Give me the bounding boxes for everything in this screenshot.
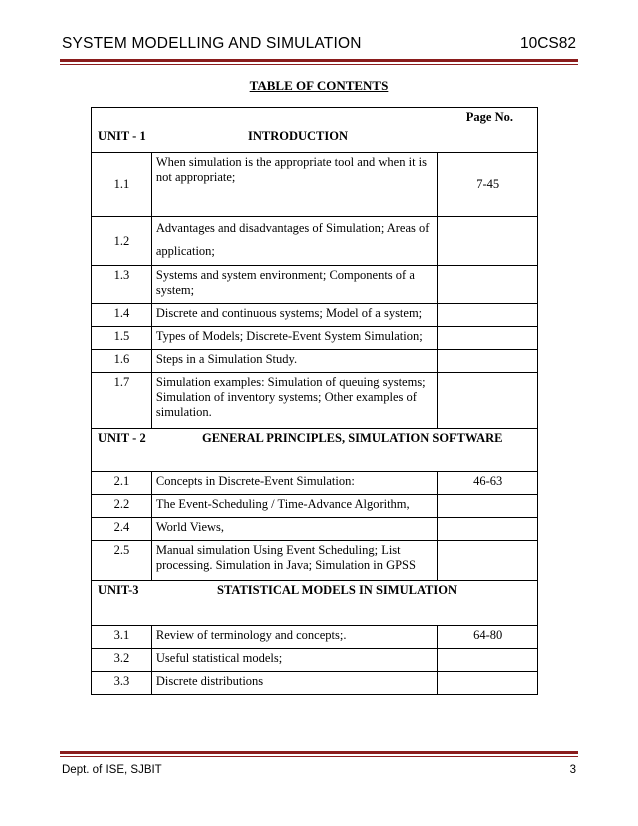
- section-number: 1.4: [92, 304, 152, 327]
- page-range: 7-45: [438, 153, 538, 217]
- section-title: Manual simulation Using Event Scheduling; List processing. Simulation in Java; Simulation in GPSS: [151, 541, 437, 581]
- section-number: 1.1: [92, 153, 152, 217]
- toc-row: [92, 649, 538, 672]
- toc-table: [91, 107, 538, 695]
- unit-name: GENERAL PRINCIPLES, SIMULATION SOFTWARE: [202, 431, 503, 445]
- section-number: 2.4: [92, 518, 152, 541]
- unit-header-row: [92, 429, 538, 472]
- section-title: Steps in a Simulation Study.: [151, 350, 437, 373]
- unit-header-row: [92, 108, 538, 153]
- page-range: [438, 373, 538, 429]
- page-no-header: Page No.: [465, 110, 513, 124]
- unit-name: STATISTICAL MODELS IN SIMULATION: [217, 583, 457, 597]
- toc-row: [92, 266, 538, 304]
- unit-label: UNIT-3: [98, 583, 139, 597]
- section-title: Review of terminology and concepts;.: [151, 626, 437, 649]
- footer-rule: [60, 751, 578, 754]
- section-number: 3.1: [92, 626, 152, 649]
- section-title: World Views,: [151, 518, 437, 541]
- page-range: [438, 217, 538, 266]
- toc-row: [92, 217, 538, 266]
- page-range: [438, 327, 538, 350]
- page-range: [438, 266, 538, 304]
- toc-row: [92, 327, 538, 350]
- section-number: 1.5: [92, 327, 152, 350]
- toc-row: [92, 518, 538, 541]
- section-number: 1.7: [92, 373, 152, 429]
- header-rule-thin: [60, 64, 578, 65]
- toc-row: [92, 304, 538, 327]
- section-title: Types of Models; Discrete-Event System Simulation;: [151, 327, 437, 350]
- section-title: When simulation is the appropriate tool and when it is not appropriate;: [151, 153, 437, 217]
- section-number: 1.6: [92, 350, 152, 373]
- section-title: Useful statistical models;: [151, 649, 437, 672]
- toc-row: [92, 672, 538, 695]
- header-rule: [60, 59, 578, 62]
- section-title: Advantages and disadvantages of Simulation; Areas of application;: [151, 217, 437, 266]
- page-number: 3: [569, 764, 576, 776]
- toc-row: [92, 472, 538, 495]
- section-number: 1.2: [92, 217, 152, 266]
- page-range: 64-80: [438, 626, 538, 649]
- page-range: [438, 304, 538, 327]
- toc-row: [92, 541, 538, 581]
- unit-name: INTRODUCTION: [248, 129, 349, 143]
- section-title: Systems and system environment; Components of a system;: [151, 266, 437, 304]
- section-number: 2.2: [92, 495, 152, 518]
- page-range: [438, 649, 538, 672]
- page-range: [438, 495, 538, 518]
- section-number: 2.1: [92, 472, 152, 495]
- toc-row: [92, 373, 538, 429]
- section-title: Simulation examples: Simulation of queuing systems; Simulation of inventory systems; Other examples of simulation.: [151, 373, 437, 429]
- section-title: Discrete distributions: [151, 672, 437, 695]
- page-range: [438, 672, 538, 695]
- unit-header-row: [92, 581, 538, 626]
- section-number: 3.2: [92, 649, 152, 672]
- section-title: Concepts in Discrete-Event Simulation:: [151, 472, 437, 495]
- unit-label: UNIT - 1: [98, 129, 146, 143]
- running-header-code: 10CS82: [519, 35, 576, 52]
- toc-row: [92, 626, 538, 649]
- toc-title: TABLE OF CONTENTS: [249, 78, 389, 93]
- page-range: [438, 541, 538, 581]
- section-number: 2.5: [92, 541, 152, 581]
- footer-rule-thin: [60, 756, 578, 757]
- section-number: 3.3: [92, 672, 152, 695]
- toc-row: [92, 350, 538, 373]
- page-range: 46-63: [438, 472, 538, 495]
- running-header-title: SYSTEM MODELLING AND SIMULATION: [62, 35, 362, 52]
- page-range: [438, 518, 538, 541]
- section-title: The Event-Scheduling / Time-Advance Algorithm,: [151, 495, 437, 518]
- footer-department: Dept. of ISE, SJBIT: [62, 764, 162, 776]
- toc-row: [92, 153, 538, 217]
- section-title: Discrete and continuous systems; Model of a system;: [151, 304, 437, 327]
- unit-label: UNIT - 2: [98, 431, 146, 445]
- toc-row: [92, 495, 538, 518]
- section-number: 1.3: [92, 266, 152, 304]
- page-range: [438, 350, 538, 373]
